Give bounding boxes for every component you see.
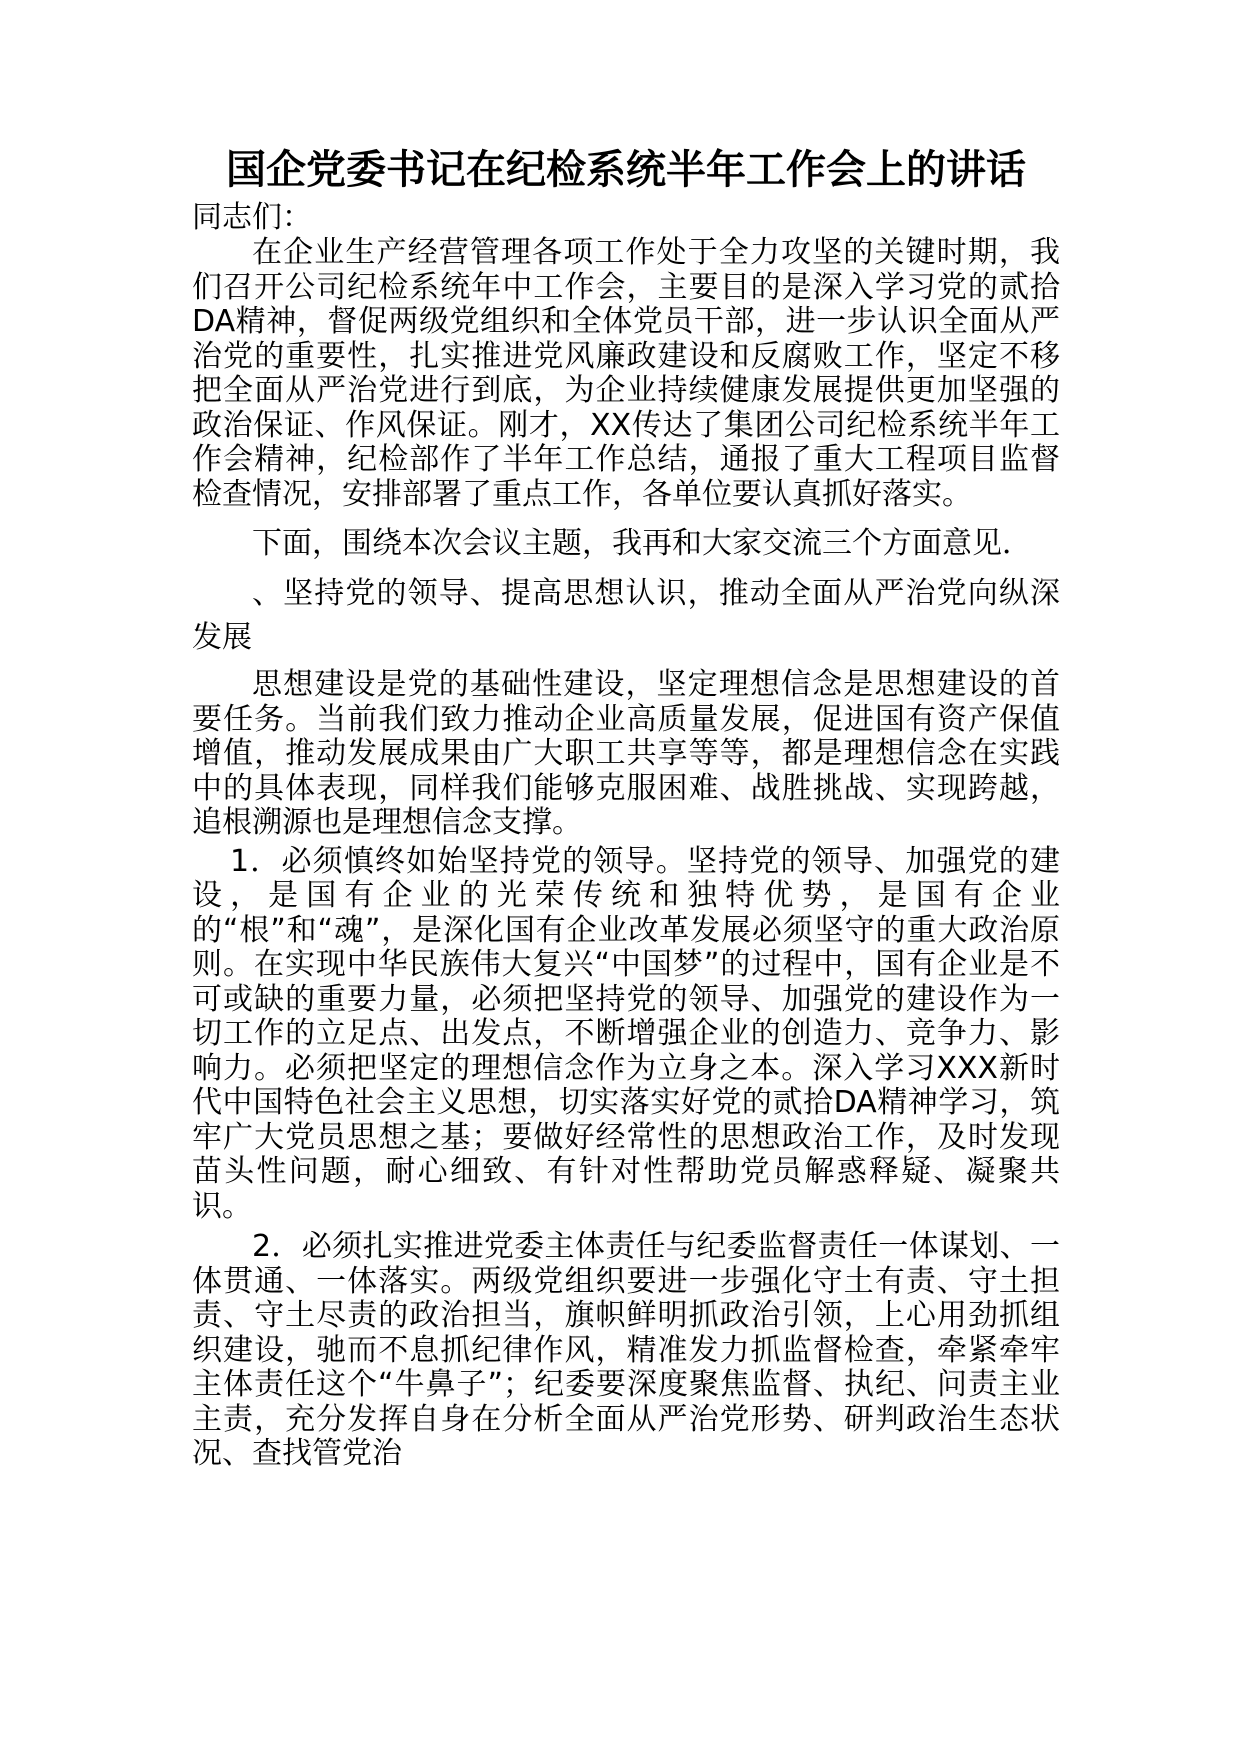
paragraph-item-2: 2．必须扎实推进党委主体责任与纪委监督责任一体谋划、一体贯通、一体落实。两级党组织要进一步强化守土有责、守土担责、守土尽责的政治担当，旗帜鲜明抓政治引领，上心用劲抓组织建设，驰而不息抓纪律作风，精准发力抓监督检查，牵紧牵牢主体责任这个“牛鼻子”；纪委要深度聚焦监督、执纪、问责主业主责，充分发挥自身在分析全面从严治党形势、研判政治生态状况、查找管党治 [192,1229,1060,1471]
paragraph-ideology: 思想建设是党的基础性建设，坚定理想信念是思想建设的首要任务。当前我们致力推动企业高质量发展，促进国有资产保值增值，推动发展成果由广大职工共享等等，都是理想信念在实践中的具体表现，同样我们能够克服困难、战胜挑战、实现跨越，追根溯源也是理想信念支撑。 [192,667,1060,840]
document-page [192,140,1060,1472]
paragraph-intro: 在企业生产经营管理各项工作处于全力攻坚的关键时期，我们召开公司纪检系统年中工作会，主要目的是深入学习党的贰拾DA精神，督促两级党组织和全体党员干部，进一步认识全面从严治党的重要性，扎实推进党风廉政建设和反腐败工作，坚定不移把全面从严治党进行到底，为企业持续健康发展提供更加坚强的政治保证、作风保证。刚才，XX传达了集团公司纪检系统半年工作会精神，纪检部作了半年工作总结，通报了重大工程项目监督检查情况，安排部署了重点工作，各单位要认真抓好落实。 [192,235,1060,512]
section-heading-1: 、坚持党的领导、提高思想认识，推动全面从严治党向纵深发展 [192,576,1060,655]
document-title: 国企党委书记在纪检系统半年工作会上的讲话 [226,147,1026,193]
salutation: 同志们： [192,200,312,235]
paragraph-transition: 下面，围绕本次会议主题，我再和大家交流三个方面意见． [252,526,1032,561]
paragraph-item-1: 1．必须慎终如始坚持党的领导。坚持党的领导、加强党的建设，是国有企业的光荣传统和独特优势，是国有企业的“根”和“魂”，是深化国有企业改革发展必须坚守的重大政治原则。在实现中华民族伟大复兴“中国梦”的过程中，国有企业是不可或缺的重要力量，必须把坚持党的领导、加强党的建设作为一切工作的立足点、出发点，不断增强企业的创造力、竞争力、影响力。必须把坚定的理想信念作为立身之本。深入学习XXX新时代中国特色社会主义思想，切实落实好党的贰拾DA精神学习，筑牢广大党员思想之基；要做好经常性的思想政治工作，及时发现苗头性问题，耐心细致、有针对性帮助党员解惑释疑、凝聚共识。 [192,843,1060,1224]
